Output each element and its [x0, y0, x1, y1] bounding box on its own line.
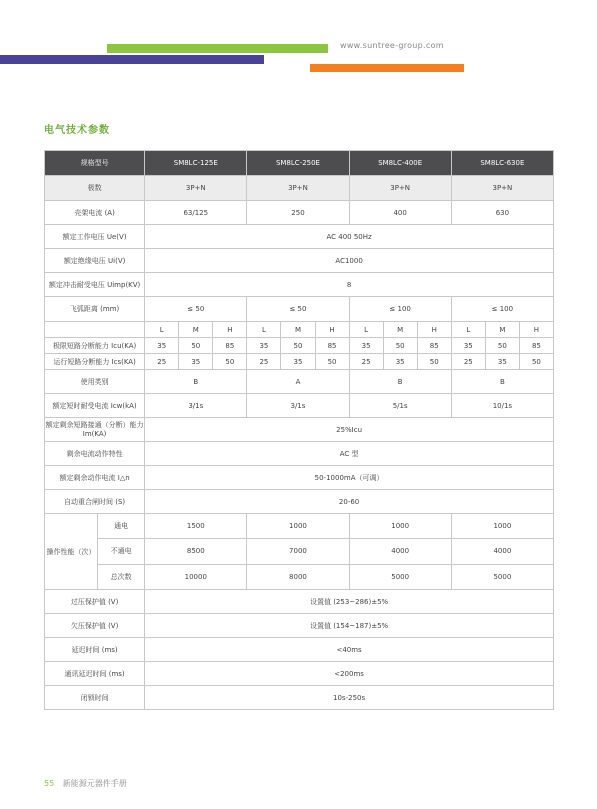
table-cell: M — [485, 322, 519, 338]
row-label: 运行短路分断能力 Ics(KA) — [45, 354, 145, 370]
purple-header-bar — [0, 55, 264, 64]
table-cell: 25 — [247, 354, 281, 370]
table-cell: 20-60 — [145, 490, 554, 514]
table-row — [45, 514, 554, 539]
table-cell: 10000 — [145, 564, 247, 589]
table-cell: 35 — [179, 354, 213, 370]
website-url[interactable]: www.suntree-group.com — [340, 41, 444, 50]
table-cell: 7000 — [247, 539, 349, 564]
table-cell: 50 — [315, 354, 349, 370]
table-cell: M — [281, 322, 315, 338]
table-cell: ≤ 100 — [349, 297, 451, 322]
table-header-cell: SM8LC-125E — [145, 151, 247, 176]
row-label: 剩余电流动作特性 — [45, 442, 145, 466]
table-cell: 35 — [281, 354, 315, 370]
table-cell: 10s-250s — [145, 686, 554, 710]
operation-sub-label: 总次数 — [110, 572, 132, 581]
table-cell: 63/125 — [145, 201, 247, 225]
table-cell: 35 — [451, 338, 485, 354]
table-row — [45, 442, 554, 466]
operation-label: 操作性能（次） — [45, 514, 98, 589]
table-cell: 3/1s — [247, 394, 349, 418]
table-cell: 85 — [417, 338, 451, 354]
table-row — [45, 686, 554, 710]
table-cell: 35 — [485, 354, 519, 370]
table-cell: 50 — [485, 338, 519, 354]
row-label: 额定绝缘电压 Ui(V) — [45, 249, 145, 273]
table-cell: M — [383, 322, 417, 338]
operation-label-cell — [45, 514, 145, 590]
table-cell: H — [213, 322, 247, 338]
table-cell: 35 — [145, 338, 179, 354]
table-cell: 3P+N — [349, 176, 451, 201]
row-label: 额定短时耐受电流 Icw(kA) — [45, 394, 145, 418]
table-cell: 50 — [179, 338, 213, 354]
table-cell: 3P+N — [145, 176, 247, 201]
table-cell: ≤ 50 — [145, 297, 247, 322]
table-cell: 250 — [247, 201, 349, 225]
operation-sub-label: 不通电 — [98, 539, 144, 564]
row-label: 过压保护值 (V) — [45, 590, 145, 614]
table-row — [45, 590, 554, 614]
table-cell: 50 — [281, 338, 315, 354]
table-cell: AC1000 — [145, 249, 554, 273]
table-row — [45, 354, 554, 370]
table-cell: 4000 — [451, 539, 553, 564]
table-cell: 85 — [213, 338, 247, 354]
table-cell: 1000 — [349, 514, 451, 539]
row-label: 额定剩余动作电流 I△n — [45, 466, 145, 490]
table-row — [45, 201, 554, 225]
table-cell: 8000 — [247, 564, 349, 589]
table-cell: 50 — [417, 354, 451, 370]
table-cell: ≤ 50 — [247, 297, 349, 322]
table-cell: 50 — [213, 354, 247, 370]
table-row — [45, 370, 554, 394]
row-label — [45, 322, 145, 338]
table-header-cell: SM8LC-400E — [349, 151, 451, 176]
row-label: 使用类别 — [45, 370, 145, 394]
table-cell: 400 — [349, 201, 451, 225]
table-cell: <40ms — [145, 638, 554, 662]
table-cell: 设置值 (154~187)±5% — [145, 614, 554, 638]
table-cell: 10/1s — [451, 394, 553, 418]
row-label: 极限短路分断能力 Icu(KA) — [45, 338, 145, 354]
table-cell: H — [315, 322, 349, 338]
table-cell: 50 — [519, 354, 553, 370]
table-cell: 25%Icu — [145, 418, 554, 442]
row-label: 闭锁时间 — [45, 686, 145, 710]
table-row — [45, 225, 554, 249]
orange-header-bar — [310, 64, 464, 72]
table-cell: 85 — [315, 338, 349, 354]
table-row — [45, 176, 554, 201]
row-label: 额定工作电压 Ue(V) — [45, 225, 145, 249]
table-cell: 5000 — [349, 564, 451, 589]
row-label: 极数 — [45, 176, 145, 201]
row-label: 欠压保护值 (V) — [45, 614, 145, 638]
table-cell: 25 — [349, 354, 383, 370]
table-header-cell: SM8LC-630E — [451, 151, 553, 176]
table-cell: 35 — [349, 338, 383, 354]
table-cell: H — [519, 322, 553, 338]
table-cell: A — [247, 370, 349, 394]
table-cell: 5/1s — [349, 394, 451, 418]
row-label: 通讯延迟时间 (ms) — [45, 662, 145, 686]
table-cell: B — [349, 370, 451, 394]
table-row — [45, 418, 554, 442]
table-cell: 85 — [519, 338, 553, 354]
table-row — [45, 297, 554, 322]
row-label: 延迟时间 (ms) — [45, 638, 145, 662]
table-cell: 3P+N — [451, 176, 553, 201]
footer-title: 新能源元器件手册 — [62, 779, 127, 788]
table-row — [45, 614, 554, 638]
green-header-bar — [107, 44, 328, 53]
lmh-row — [45, 322, 554, 338]
table-cell: M — [179, 322, 213, 338]
table-cell: ≤ 100 — [451, 297, 553, 322]
table-cell: 8 — [145, 273, 554, 297]
table-cell: L — [145, 322, 179, 338]
table-cell: 1500 — [145, 514, 247, 539]
table-cell: 5000 — [451, 564, 553, 589]
table-cell: B — [451, 370, 553, 394]
table-row — [45, 638, 554, 662]
row-label: 额定剩余短路接通（分断）能力 Im(KA) — [45, 418, 145, 442]
table-cell: 3P+N — [247, 176, 349, 201]
table-cell: L — [349, 322, 383, 338]
table-row — [45, 273, 554, 297]
table-header-cell: 规格型号 — [45, 151, 145, 176]
table-cell: 25 — [145, 354, 179, 370]
table-cell: B — [145, 370, 247, 394]
table-cell: 1000 — [451, 514, 553, 539]
table-row — [45, 394, 554, 418]
table-cell: 3/1s — [145, 394, 247, 418]
page-number: 55 — [44, 779, 55, 788]
table-cell: 630 — [451, 201, 553, 225]
table-cell: 8500 — [145, 539, 247, 564]
table-cell: 4000 — [349, 539, 451, 564]
table-row — [45, 466, 554, 490]
table-cell: 50 — [383, 338, 417, 354]
table-cell: 50-1000mA（可调） — [145, 466, 554, 490]
table-cell: AC 型 — [145, 442, 554, 466]
table-cell: L — [247, 322, 281, 338]
row-label: 飞弧距离 (mm) — [45, 297, 145, 322]
table-row — [45, 338, 554, 354]
table-row — [45, 662, 554, 686]
row-label: 壳架电流 (A) — [45, 201, 145, 225]
table-cell: 1000 — [247, 514, 349, 539]
table-cell: <200ms — [145, 662, 554, 686]
table-cell: 25 — [451, 354, 485, 370]
table-cell: H — [417, 322, 451, 338]
table-header-row — [45, 151, 554, 176]
row-label: 额定冲击耐受电压 Uimp(KV) — [45, 273, 145, 297]
spec-table — [44, 150, 554, 710]
table-cell: 35 — [247, 338, 281, 354]
table-cell: L — [451, 322, 485, 338]
row-label: 自动重合闸时间 (S) — [45, 490, 145, 514]
table-header-cell: SM8LC-250E — [247, 151, 349, 176]
table-cell: 35 — [383, 354, 417, 370]
section-title: 电气技术参数 — [44, 125, 110, 136]
table-cell: 设置值 (253~286)±5% — [145, 590, 554, 614]
operation-sub-label: 通电 — [98, 514, 144, 539]
page-footer — [44, 778, 127, 789]
table-cell: AC 400 50Hz — [145, 225, 554, 249]
table-row — [45, 490, 554, 514]
table-row — [45, 249, 554, 273]
